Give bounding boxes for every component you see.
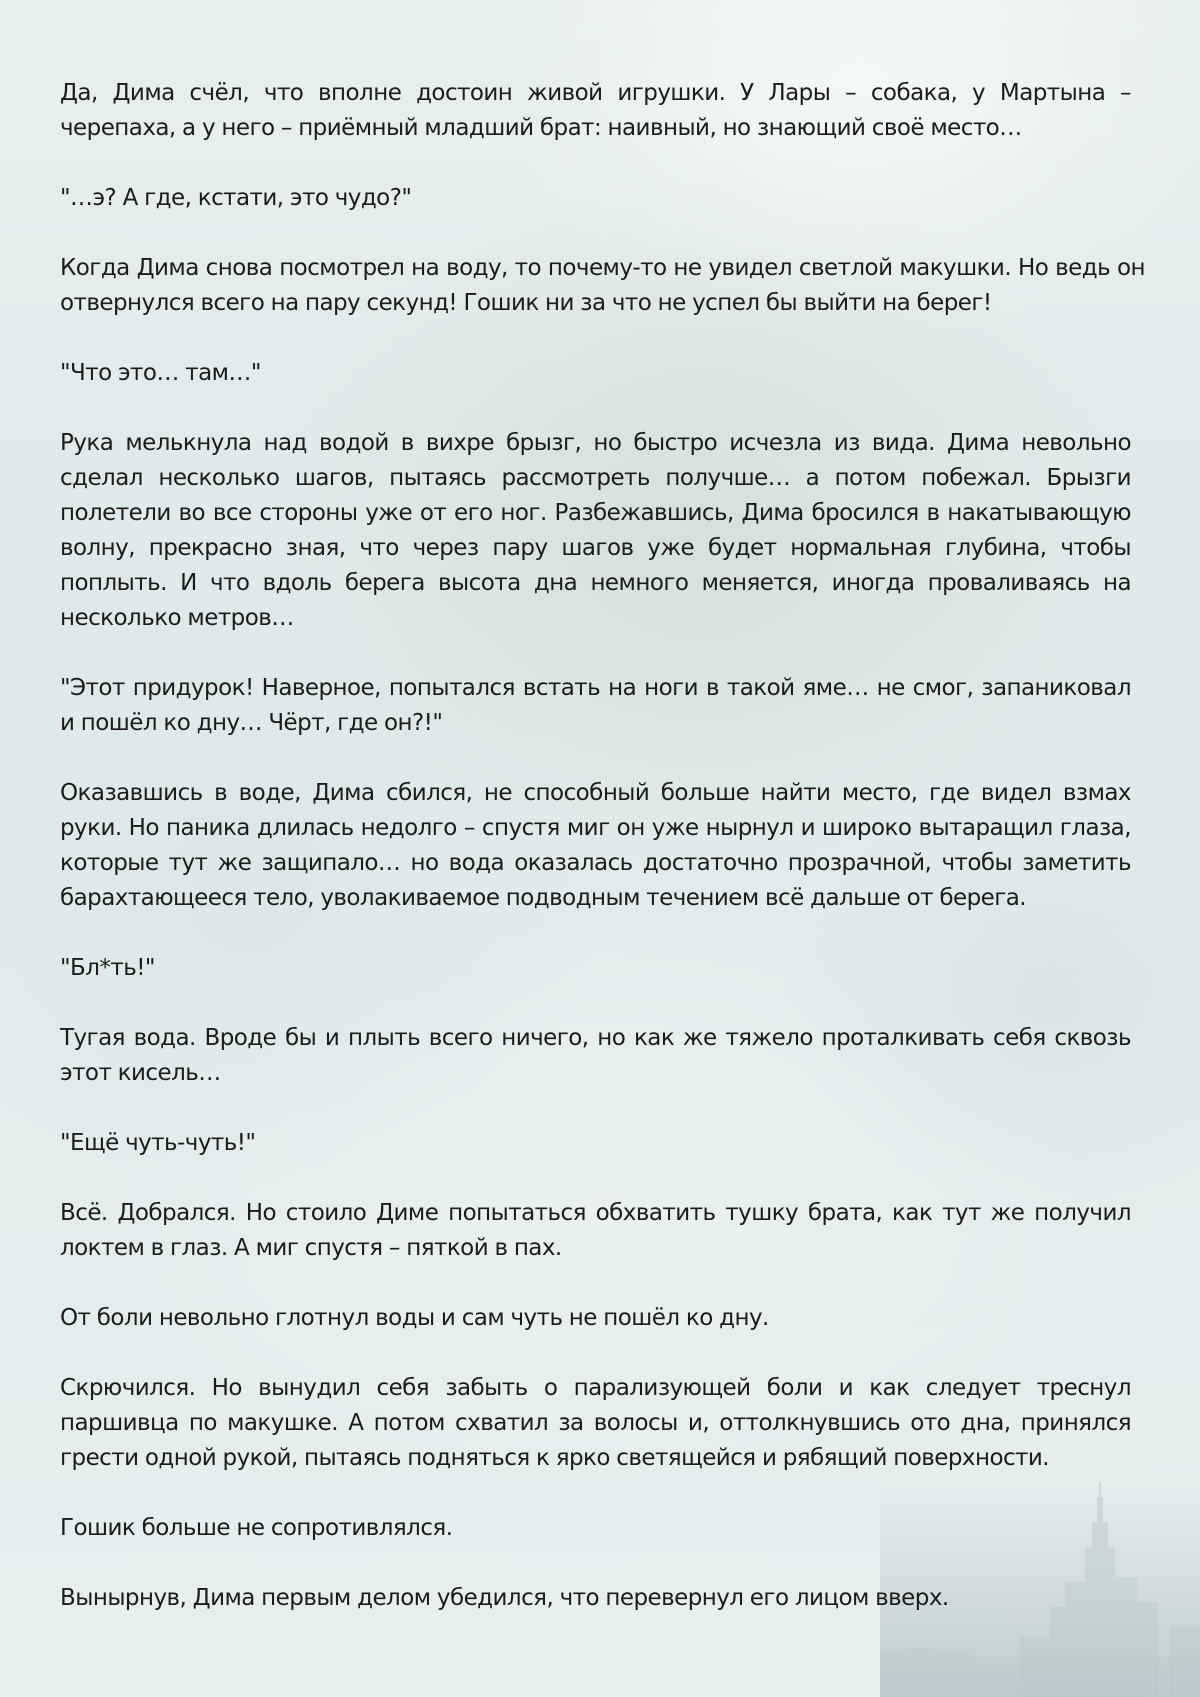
paragraph: Тугая вода. Вроде бы и плыть всего ничего, но как же тяжело проталкивать себя сквозь этот кисель… [60,1025,1131,1086]
paragraph: Гошик больше не сопротивлялся. [60,1515,453,1541]
paragraph: От боли невольно глотнул воды и сам чуть не пошёл ко дну. [60,1305,769,1331]
paragraph: Когда Дима снова посмотрел на воду, то почему-то не увидел светлой макушки. Но ведь он отвернулся всего на пару секунд! Гошик ни за что не успел бы выйти на берег! [60,255,1145,316]
paragraph: Да, Дима счёл, что вполне достоин живой игрушки. У Лары – собака, у Мартына – черепаха, а у него – приёмный младший брат: наивный, но знающий своё место… [60,80,1131,141]
paragraph: Всё. Добрался. Но стоило Диме попытаться обхватить тушку брата, как тут же получил локтем в глаз. А миг спустя – пяткой в пах. [60,1200,1131,1261]
paragraph: "Что это… там…" [60,360,261,386]
paragraph: "Этот придурок! Наверное, попытался встать на ноги в такой яме… не смог, запаниковал и пошёл ко дну… Чёрт, где он?!" [60,675,1131,736]
paragraph: Оказавшись в воде, Дима сбился, не способный больше найти место, где видел взмах руки. Но паника длилась недолго – спустя миг он уже нырнул и широко вытаращил глаза, которые тут же защипало… но вода оказалась достаточно прозрачной, чтобы заметить барахтающееся тело, уволакиваемое подводным течением всё дальше от берега. [60,780,1131,911]
paragraph: Рука мелькнула над водой в вихре брызг, но быстро исчезла из вида. Дима невольно сделал несколько шагов, пытаясь рассмотреть получше… а потом побежал. Брызги полетели во все стороны уже от его ног. Разбежавшись, Дима бросился в накатывающую волну, прекрасно зная, что через пару шагов уже будет нормальная глубина, чтобы поплыть. И что вдоль берега высота дна немного меняется, иногда проваливаясь на несколько метров… [60,430,1131,631]
paragraph: "Ещё чуть-чуть!" [60,1130,256,1156]
paragraph: Вынырнув, Дима первым делом убедился, что перевернул его лицом вверх. [60,1585,949,1611]
paragraph: Скрючился. Но вынудил себя забыть о парализующей боли и как следует треснул паршивца по макушке. А потом схватил за волосы и, оттолкнувшись ото дна, принялся грести одной рукой, пытаясь подняться к ярко светящейся и рябящий поверхности. [60,1375,1131,1471]
paragraph: "Бл*ть!" [60,955,155,981]
paragraph: "…э? А где, кстати, это чудо?" [60,185,412,211]
story-text [60,76,1145,1651]
